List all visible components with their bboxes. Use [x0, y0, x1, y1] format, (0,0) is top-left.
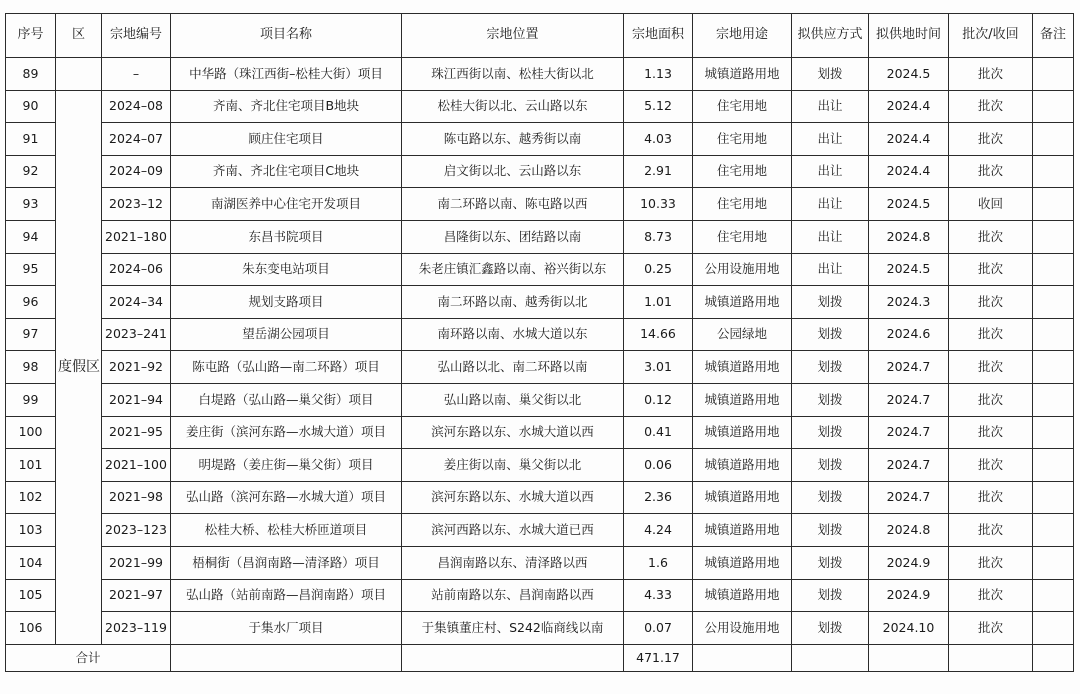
cell-project: 明堤路（姜庄街—巢父街）项目 [171, 449, 402, 482]
cell-seq: 91 [6, 123, 56, 156]
cell-project: 弘山路（滨河东路—水城大道）项目 [171, 481, 402, 514]
table-row [6, 383, 1074, 416]
cell-use: 住宅用地 [693, 220, 792, 253]
cell-parcel-id: 2021–180 [102, 220, 171, 253]
cell-seq: 100 [6, 416, 56, 449]
cell-use: 城镇道路用地 [693, 579, 792, 612]
table-body [6, 58, 1074, 645]
cell-area: 4.24 [624, 514, 693, 547]
cell-note [1033, 286, 1074, 319]
header-location: 宗地位置 [402, 14, 624, 58]
cell-location: 于集镇董庄村、S242临商线以南 [402, 612, 624, 645]
cell-use: 住宅用地 [693, 155, 792, 188]
cell-supply-time: 2024.7 [869, 449, 949, 482]
cell-area: 5.12 [624, 90, 693, 123]
cell-location: 昌隆街以东、团结路以南 [402, 220, 624, 253]
cell-note [1033, 546, 1074, 579]
cell-supply-method: 划拨 [792, 612, 869, 645]
cell-use: 公园绿地 [693, 318, 792, 351]
cell-area: 3.01 [624, 351, 693, 384]
table-row [6, 188, 1074, 221]
cell-parcel-id: 2021–100 [102, 449, 171, 482]
cell-project: 齐南、齐北住宅项目C地块 [171, 155, 402, 188]
cell-batch: 批次 [949, 220, 1033, 253]
cell-seq: 103 [6, 514, 56, 547]
cell-supply-time: 2024.9 [869, 579, 949, 612]
cell-seq: 101 [6, 449, 56, 482]
cell-supply-method: 出让 [792, 253, 869, 286]
total-row [6, 644, 1074, 671]
cell-batch: 批次 [949, 449, 1033, 482]
cell-supply-time: 2024.9 [869, 546, 949, 579]
total-empty-location [402, 644, 624, 671]
cell-project: 朱东变电站项目 [171, 253, 402, 286]
cell-area: 14.66 [624, 318, 693, 351]
cell-supply-time: 2024.4 [869, 123, 949, 156]
cell-batch: 批次 [949, 58, 1033, 91]
cell-batch: 批次 [949, 546, 1033, 579]
cell-supply-method: 出让 [792, 220, 869, 253]
cell-note [1033, 612, 1074, 645]
cell-supply-time: 2024.6 [869, 318, 949, 351]
cell-supply-method: 划拨 [792, 318, 869, 351]
cell-supply-time: 2024.7 [869, 383, 949, 416]
cell-location: 弘山路以南、巢父街以北 [402, 383, 624, 416]
cell-note [1033, 253, 1074, 286]
cell-location: 南环路以南、水城大道以东 [402, 318, 624, 351]
total-empty-note [1033, 644, 1074, 671]
cell-area: 4.03 [624, 123, 693, 156]
cell-parcel-id: 2021–99 [102, 546, 171, 579]
cell-area: 0.25 [624, 253, 693, 286]
cell-location: 站前南路以东、昌润南路以西 [402, 579, 624, 612]
cell-location: 南二环路以南、陈屯路以西 [402, 188, 624, 221]
cell-use: 住宅用地 [693, 123, 792, 156]
table-row [6, 58, 1074, 91]
cell-project: 齐南、齐北住宅项目B地块 [171, 90, 402, 123]
cell-parcel-id: 2024–34 [102, 286, 171, 319]
cell-supply-method: 划拨 [792, 579, 869, 612]
header-seq: 序号 [6, 14, 56, 58]
cell-use: 城镇道路用地 [693, 58, 792, 91]
cell-supply-method: 出让 [792, 155, 869, 188]
cell-location: 弘山路以北、南二环路以南 [402, 351, 624, 384]
cell-note [1033, 514, 1074, 547]
cell-note [1033, 481, 1074, 514]
header-area: 宗地面积 [624, 14, 693, 58]
table-row [6, 318, 1074, 351]
cell-note [1033, 449, 1074, 482]
cell-area: 1.01 [624, 286, 693, 319]
cell-batch: 批次 [949, 155, 1033, 188]
cell-seq: 98 [6, 351, 56, 384]
table-row [6, 286, 1074, 319]
total-empty-use [693, 644, 792, 671]
table-row [6, 579, 1074, 612]
cell-seq: 89 [6, 58, 56, 91]
cell-project: 于集水厂项目 [171, 612, 402, 645]
cell-area: 0.07 [624, 612, 693, 645]
cell-note [1033, 90, 1074, 123]
cell-batch: 批次 [949, 286, 1033, 319]
cell-project: 南湖医养中心住宅开发项目 [171, 188, 402, 221]
header-batch: 批次/收回 [949, 14, 1033, 58]
cell-project: 规划支路项目 [171, 286, 402, 319]
cell-batch: 批次 [949, 416, 1033, 449]
cell-batch: 批次 [949, 514, 1033, 547]
cell-supply-method: 划拨 [792, 481, 869, 514]
header-parcel-id: 宗地编号 [102, 14, 171, 58]
cell-use: 公用设施用地 [693, 253, 792, 286]
cell-supply-method: 出让 [792, 188, 869, 221]
cell-parcel-id: – [102, 58, 171, 91]
cell-location: 启文街以北、云山路以东 [402, 155, 624, 188]
cell-project: 松桂大桥、松桂大桥匝道项目 [171, 514, 402, 547]
cell-batch: 批次 [949, 579, 1033, 612]
cell-supply-time: 2024.5 [869, 58, 949, 91]
cell-supply-time: 2024.3 [869, 286, 949, 319]
header-use: 宗地用途 [693, 14, 792, 58]
table-row [6, 351, 1074, 384]
cell-area: 0.41 [624, 416, 693, 449]
cell-project: 姜庄街（滨河东路—水城大道）项目 [171, 416, 402, 449]
cell-supply-method: 出让 [792, 90, 869, 123]
total-empty-method [792, 644, 869, 671]
cell-supply-time: 2024.7 [869, 481, 949, 514]
cell-use: 城镇道路用地 [693, 514, 792, 547]
cell-location: 滨河西路以东、水城大道已西 [402, 514, 624, 547]
cell-supply-time: 2024.5 [869, 188, 949, 221]
cell-parcel-id: 2023–12 [102, 188, 171, 221]
cell-project: 弘山路（站前南路—昌润南路）项目 [171, 579, 402, 612]
cell-supply-method: 划拨 [792, 351, 869, 384]
cell-supply-time: 2024.4 [869, 155, 949, 188]
cell-location: 南二环路以南、越秀街以北 [402, 286, 624, 319]
cell-parcel-id: 2024–07 [102, 123, 171, 156]
cell-parcel-id: 2021–97 [102, 579, 171, 612]
cell-note [1033, 188, 1074, 221]
cell-seq: 93 [6, 188, 56, 221]
table-row [6, 514, 1074, 547]
cell-seq: 90 [6, 90, 56, 123]
cell-location: 松桂大街以北、云山路以东 [402, 90, 624, 123]
cell-supply-method: 划拨 [792, 416, 869, 449]
cell-seq: 99 [6, 383, 56, 416]
cell-use: 城镇道路用地 [693, 351, 792, 384]
cell-seq: 92 [6, 155, 56, 188]
cell-area: 1.13 [624, 58, 693, 91]
cell-use: 住宅用地 [693, 90, 792, 123]
cell-supply-method: 划拨 [792, 286, 869, 319]
table-row [6, 546, 1074, 579]
cell-parcel-id: 2023–123 [102, 514, 171, 547]
cell-area: 8.73 [624, 220, 693, 253]
cell-location: 珠江西街以南、松桂大街以北 [402, 58, 624, 91]
cell-batch: 收回 [949, 188, 1033, 221]
cell-note [1033, 383, 1074, 416]
total-area: 471.17 [624, 644, 693, 671]
cell-parcel-id: 2021–98 [102, 481, 171, 514]
header-district: 区 [56, 14, 102, 58]
cell-parcel-id: 2023–241 [102, 318, 171, 351]
cell-supply-time: 2024.8 [869, 220, 949, 253]
cell-seq: 97 [6, 318, 56, 351]
cell-note [1033, 416, 1074, 449]
cell-note [1033, 155, 1074, 188]
cell-location: 姜庄街以南、巢父街以北 [402, 449, 624, 482]
cell-supply-method: 出让 [792, 123, 869, 156]
cell-supply-method: 划拨 [792, 58, 869, 91]
total-empty-time [869, 644, 949, 671]
cell-project: 东昌书院项目 [171, 220, 402, 253]
table-row [6, 220, 1074, 253]
cell-seq: 106 [6, 612, 56, 645]
cell-supply-method: 划拨 [792, 514, 869, 547]
cell-supply-time: 2024.7 [869, 351, 949, 384]
cell-project: 陈屯路（弘山路—南二环路）项目 [171, 351, 402, 384]
cell-parcel-id: 2021–94 [102, 383, 171, 416]
cell-use: 城镇道路用地 [693, 481, 792, 514]
merged-district-cell: 度假区 [56, 90, 102, 644]
cell-supply-time: 2024.4 [869, 90, 949, 123]
cell-supply-method: 划拨 [792, 546, 869, 579]
table-row [6, 481, 1074, 514]
cell-project: 望岳湖公园项目 [171, 318, 402, 351]
cell-seq: 94 [6, 220, 56, 253]
total-empty-project [171, 644, 402, 671]
cell-project: 顾庄住宅项目 [171, 123, 402, 156]
cell-parcel-id: 2024–09 [102, 155, 171, 188]
cell-use: 城镇道路用地 [693, 286, 792, 319]
total-empty-batch [949, 644, 1033, 671]
cell-supply-time: 2024.10 [869, 612, 949, 645]
cell-batch: 批次 [949, 351, 1033, 384]
cell-supply-time: 2024.5 [869, 253, 949, 286]
cell-batch: 批次 [949, 253, 1033, 286]
land-supply-table [5, 13, 1074, 672]
table-row [6, 253, 1074, 286]
cell-area: 2.91 [624, 155, 693, 188]
cell-location: 滨河东路以东、水城大道以西 [402, 416, 624, 449]
header-supply-time: 拟供地时间 [869, 14, 949, 58]
table-row [6, 612, 1074, 645]
cell-supply-time: 2024.7 [869, 416, 949, 449]
table-row [6, 90, 1074, 123]
cell-parcel-id: 2024–08 [102, 90, 171, 123]
cell-area: 4.33 [624, 579, 693, 612]
cell-parcel-id: 2024–06 [102, 253, 171, 286]
cell-district [56, 58, 102, 91]
cell-seq: 105 [6, 579, 56, 612]
cell-use: 城镇道路用地 [693, 416, 792, 449]
cell-area: 10.33 [624, 188, 693, 221]
cell-batch: 批次 [949, 612, 1033, 645]
header-row [6, 14, 1074, 58]
header-note: 备注 [1033, 14, 1074, 58]
cell-seq: 104 [6, 546, 56, 579]
cell-supply-time: 2024.8 [869, 514, 949, 547]
header-project: 项目名称 [171, 14, 402, 58]
cell-use: 城镇道路用地 [693, 546, 792, 579]
cell-use: 城镇道路用地 [693, 449, 792, 482]
cell-seq: 102 [6, 481, 56, 514]
cell-project: 中华路（珠江西街–松桂大街）项目 [171, 58, 402, 91]
cell-seq: 95 [6, 253, 56, 286]
cell-note [1033, 579, 1074, 612]
cell-batch: 批次 [949, 318, 1033, 351]
cell-supply-method: 划拨 [792, 383, 869, 416]
total-label: 合计 [6, 644, 171, 671]
table-row [6, 416, 1074, 449]
cell-batch: 批次 [949, 481, 1033, 514]
cell-note [1033, 318, 1074, 351]
cell-note [1033, 123, 1074, 156]
cell-seq: 96 [6, 286, 56, 319]
cell-parcel-id: 2021–92 [102, 351, 171, 384]
cell-area: 0.06 [624, 449, 693, 482]
cell-parcel-id: 2023–119 [102, 612, 171, 645]
header-supply-method: 拟供应方式 [792, 14, 869, 58]
table-row [6, 155, 1074, 188]
cell-use: 住宅用地 [693, 188, 792, 221]
table-row [6, 123, 1074, 156]
cell-area: 0.12 [624, 383, 693, 416]
cell-project: 白堤路（弘山路—巢父街）项目 [171, 383, 402, 416]
cell-location: 陈屯路以东、越秀街以南 [402, 123, 624, 156]
cell-batch: 批次 [949, 383, 1033, 416]
cell-parcel-id: 2021–95 [102, 416, 171, 449]
cell-location: 昌润南路以东、清泽路以西 [402, 546, 624, 579]
cell-location: 朱老庄镇汇鑫路以南、裕兴街以东 [402, 253, 624, 286]
cell-area: 1.6 [624, 546, 693, 579]
cell-batch: 批次 [949, 90, 1033, 123]
cell-use: 公用设施用地 [693, 612, 792, 645]
cell-note [1033, 351, 1074, 384]
cell-batch: 批次 [949, 123, 1033, 156]
table-row [6, 449, 1074, 482]
cell-use: 城镇道路用地 [693, 383, 792, 416]
cell-note [1033, 58, 1074, 91]
cell-area: 2.36 [624, 481, 693, 514]
cell-project: 梧桐街（昌润南路—清泽路）项目 [171, 546, 402, 579]
cell-supply-method: 划拨 [792, 449, 869, 482]
cell-location: 滨河东路以东、水城大道以西 [402, 481, 624, 514]
cell-note [1033, 220, 1074, 253]
